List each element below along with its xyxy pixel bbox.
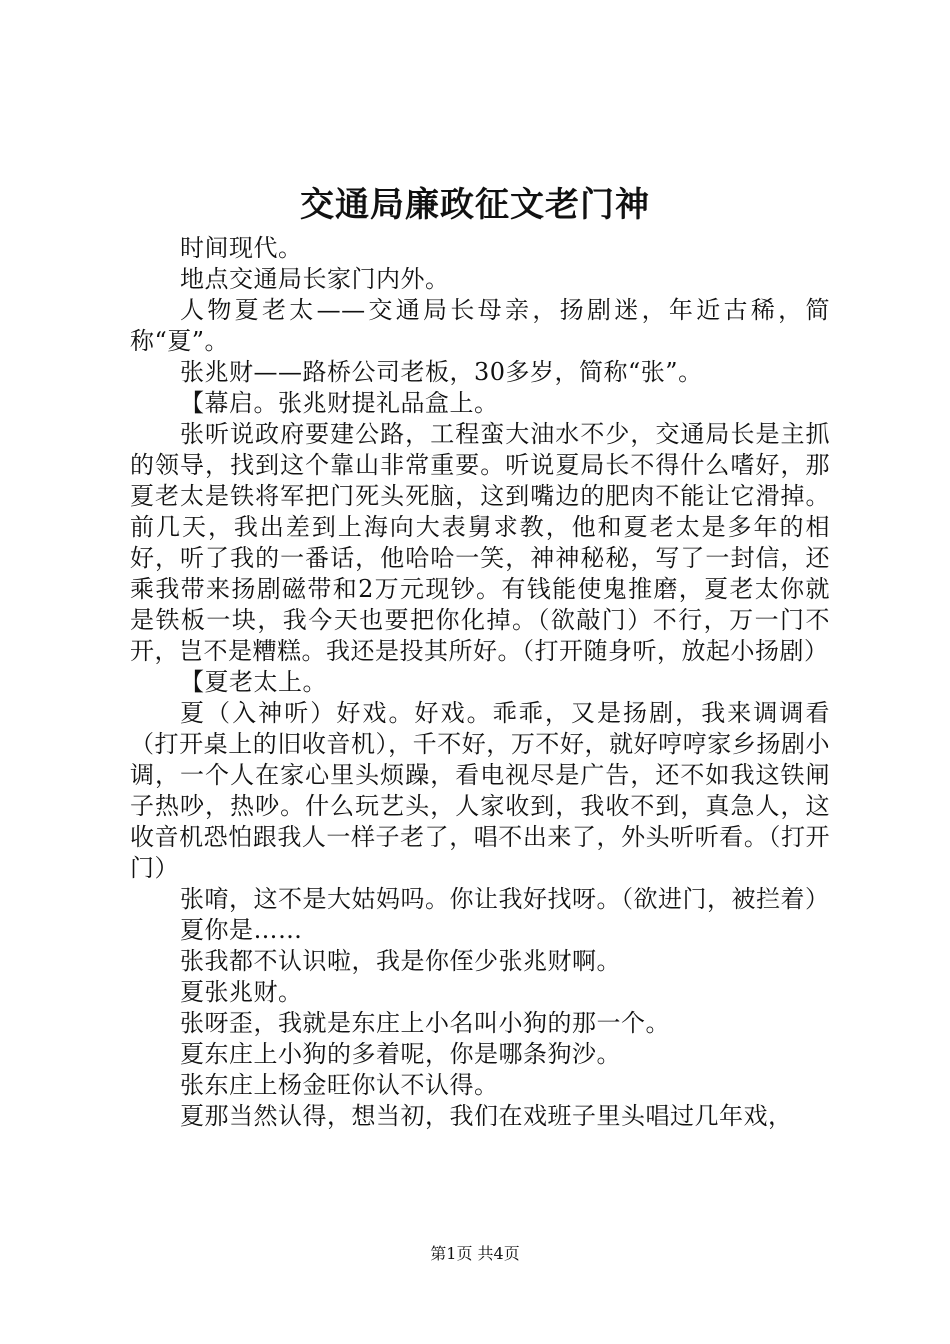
document-title: 交通局廉政征文老门神: [300, 185, 650, 225]
paragraph: 夏东庄上小狗的多着呢，你是哪条狗沙。: [180, 1040, 621, 1068]
paragraph: 夏（入神听）好戏。好戏。乖乖，又是扬剧，我来调调看（打开桌上的旧收音机），千不好，万不好，就好哼哼家乡扬剧小调，一个人在家心里头烦躁，看电视尽是广告，还不如我这铁闸子热吵，热吵。什么玩艺头，人家收到，我收不到，真急人，这收音机恐怕跟我人一样子老了，唱不出来了，外头听听看。（打开门）: [130, 699, 830, 882]
paragraph: 张我都不认识啦，我是你侄少张兆财啊。: [180, 947, 621, 975]
paragraph: 张唷，这不是大姑妈吗。你让我好找呀。（欲进门，被拦着）: [180, 885, 830, 913]
paragraph: 张兆财——路桥公司老板，30多岁，简称“张”。: [180, 358, 703, 386]
paragraph: 张呀歪，我就是东庄上小名叫小狗的那一个。: [180, 1009, 670, 1037]
paragraph: 张东庄上杨金旺你认不认得。: [180, 1071, 499, 1099]
paragraph: 【夏老太上。: [180, 668, 327, 696]
paragraph: 夏那当然认得，想当初，我们在戏班子里头唱过几年戏，: [180, 1102, 793, 1130]
paragraph: 地点交通局长家门内外。: [180, 265, 450, 293]
paragraph: 夏张兆财。: [180, 978, 303, 1006]
page-footer: 第1页 共4页: [430, 1244, 520, 1263]
paragraph: 张听说政府要建公路，工程蛮大油水不少，交通局长是主抓的领导，找到这个靠山非常重要。听说夏局长不得什么嗜好，那夏老太是铁将军把门死头死脑，这到嘴边的肥肉不能让它滑掉。前几天，我出差到上海向大表舅求教，他和夏老太是多年的相好，听了我的一番话，他哈哈一笑，神神秘秘，写了一封信，还乘我带来扬剧磁带和2万元现钞。有钱能使鬼推磨，夏老太你就是铁板一块，我今天也要把你化掉。（欲敲门）不行，万一门不开，岂不是糟糕。我还是投其所好。（打开随身听，放起小扬剧）: [130, 420, 830, 665]
paragraph: 时间现代。: [180, 234, 303, 262]
paragraph: 【幕启。张兆财提礼品盒上。: [180, 389, 499, 417]
paragraph: 人物夏老太——交通局长母亲，扬剧迷，年近古稀，简称“夏”。: [130, 296, 830, 355]
paragraph: 夏你是……: [180, 916, 303, 944]
document-body: [130, 233, 830, 1132]
